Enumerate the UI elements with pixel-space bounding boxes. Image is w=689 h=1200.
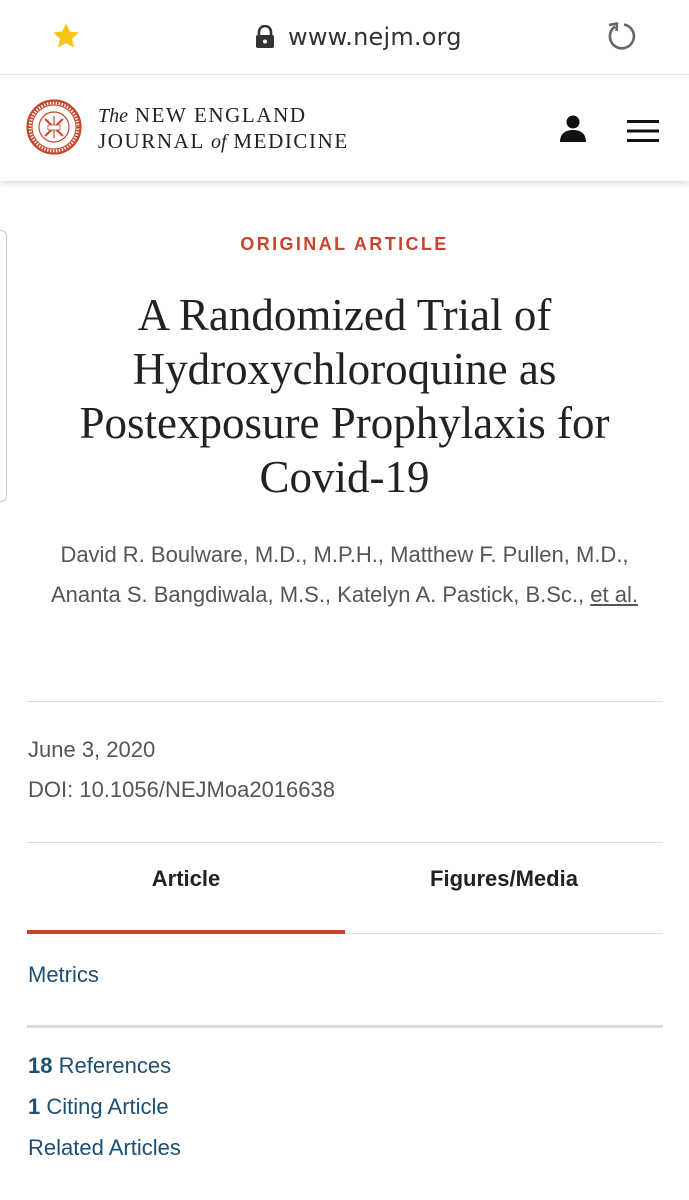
logo-line-1 (98, 103, 349, 129)
url-text[interactable]: www.nejm.org (288, 23, 462, 51)
author-list (40, 535, 649, 615)
logo-journal: JOURNAL (98, 129, 205, 153)
doi: DOI: 10.1056/NEJMoa2016638 (28, 777, 335, 802)
nejm-seal-icon[interactable] (26, 99, 82, 155)
article-meta (28, 730, 335, 810)
citing-article-link[interactable] (28, 1086, 181, 1127)
lock-icon (254, 25, 276, 49)
publication-date: June 3, 2020 (28, 737, 156, 762)
logo-of: of (210, 131, 227, 153)
divider (27, 701, 663, 702)
references-link[interactable] (28, 1045, 181, 1086)
logo-line-2 (98, 129, 349, 155)
section-divider (27, 1025, 663, 1028)
citing-count: 1 (28, 1094, 41, 1119)
logo-the: The (98, 105, 128, 127)
logo-medicine: MEDICINE (233, 129, 349, 153)
metrics-link[interactable]: Metrics (28, 962, 99, 987)
tab-article[interactable]: Article (151, 866, 221, 891)
references-count: 18 (28, 1053, 53, 1078)
references-label: References (58, 1053, 172, 1078)
article-title: A Randomized Trial of Hydroxychloroquine as Postexposure Prophylaxis for Covid-19 (79, 290, 610, 502)
address-bar[interactable] (254, 20, 462, 54)
site-header (0, 75, 689, 181)
authors-text: David R. Boulware, M.D., M.P.H., Matthew F. Pullen, M.D., Ananta S. Bangdiwala, M.S., Katelyn A. Pastick, B.Sc., (51, 542, 629, 607)
side-drawer-handle[interactable] (0, 230, 7, 502)
user-icon[interactable] (558, 113, 588, 143)
menu-icon[interactable] (626, 119, 660, 143)
tab-figures-media[interactable]: Figures/Media (430, 866, 578, 891)
nejm-logo[interactable] (98, 103, 349, 155)
related-articles-link[interactable]: Related Articles (28, 1135, 181, 1160)
logo-new-england: NEW ENGLAND (134, 103, 307, 127)
related-links (28, 1045, 181, 1168)
browser-toolbar (0, 0, 689, 75)
active-tab-indicator (27, 930, 345, 934)
star-icon[interactable] (50, 20, 82, 52)
divider (27, 842, 663, 843)
reload-icon[interactable] (604, 18, 640, 54)
et-al-link[interactable]: et al. (590, 582, 638, 607)
citing-label: Citing Article (46, 1094, 169, 1119)
article-type: ORIGINAL ARTICLE (240, 234, 449, 254)
